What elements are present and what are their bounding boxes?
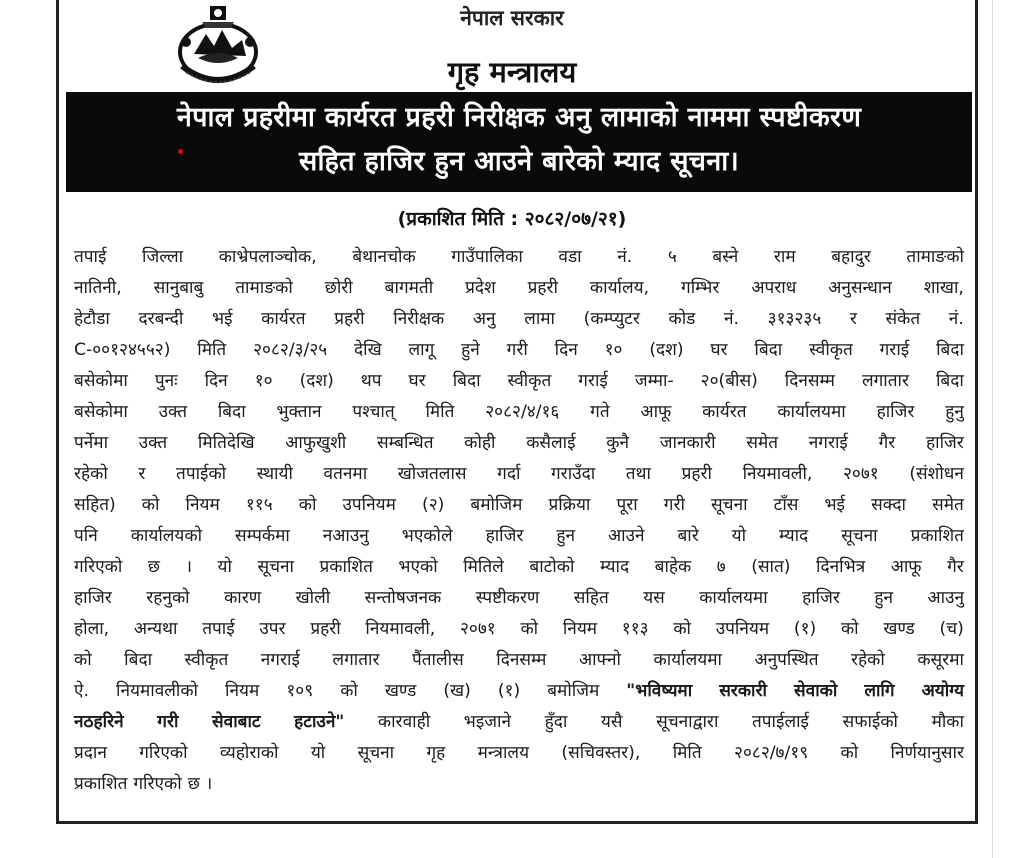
body-line: को बिदा स्वीकृत नगराई लगातार पैंतालीस दिनसम्म आफ्नो कार्यालयमा अनुपस्थित रहेको कसूरमा [74, 650, 964, 670]
body-line: पर्नेमा उक्त मितिदेखि आफुखुशी सम्बन्धित कोही कसैलाई कुनै जानकारी समेत नगराई गैर हाजिर [74, 433, 964, 453]
body-line: बसेकोमा पुनः दिन १० (दश) थप घर बिदा स्वीकृत गराई जम्मा- २०(बीस) दिनसम्म लगातार बिदा [74, 371, 964, 391]
body-line: नठहरिने गरी सेवाबाट हटाउने" कारवाही भइजाने हुँदा यसै सूचनाद्वारा तपाईलाई सफाईको मौका [74, 712, 964, 732]
body-line: गरिएको छ । यो सूचना प्रकाशित भएको मितिले बाटोको म्याद बाहेक ७ (सात) दिनभित्र आफू गैर [74, 557, 964, 577]
notice-title-line-1: नेपाल प्रहरीमा कार्यरत प्रहरी निरीक्षक अनु लामाको नाममा स्पष्टीकरण [176, 102, 862, 133]
ministry-heading: गृह मन्त्रालय [447, 55, 577, 89]
body-line: बसेकोमा उक्त बिदा भुक्तान पश्चात् मिति २०८२/४/१६ गते आफू कार्यरत कार्यालयमा हाजिर हुनु [74, 402, 964, 422]
body-line: C-००१२४५५२) मिति २०८२/३/२५ देखि लागू हुने गरी दिन १० (दश) घर बिदा स्वीकृत गराई बिदा [74, 340, 964, 360]
notice-title-line-2: सहित हाजिर हुन आउने बारेको म्याद सूचना। [298, 146, 740, 177]
notice-title-band [66, 92, 972, 192]
body-line: पनि कार्यालयको सम्पर्कमा नआउनु भएकोले हाजिर हुन आउने बारे यो म्याद सूचना प्रकाशित [74, 526, 964, 546]
body-line: तपाई जिल्ला काभ्रेपलाञ्चोक, बेथानचोक गाउँपालिका वडा नं. ५ बस्ने राम बहादुर तामाङको [74, 247, 964, 267]
body-line: हेटौडा दरबन्दी भई कार्यरत प्रहरी निरीक्षक अनु लामा (कम्प्युटर कोड नं. ३१३२३५ र संकेत नं. [74, 309, 964, 329]
notice-body [74, 242, 964, 800]
body-line: होला, अन्यथा तपाई उपर प्रहरी नियमावली, २०७१ को नियम ११३ को उपनियम (१) को खण्ड (च) [74, 619, 964, 639]
body-line: नातिनी, सानुबाबु तामाङको छोरी बागमती प्रदेश प्रहरी कार्यालय, गम्भिर अपराध अनुसन्धान शाखा, [74, 278, 964, 298]
body-line: रहेको र तपाईको स्थायी वतनमा खोजतलास गर्दा गराउँदा तथा प्रहरी नियमावली, २०७१ (संशोधन [74, 464, 964, 484]
body-line: प्रदान गरिएको व्यहोराको यो सूचना गृह मन्त्रालय (सचिवस्तर), मिति २०८२/७/१९ को निर्णयानुसार [74, 743, 964, 763]
published-date: (प्रकाशित मिति : २०८२/०७/२१) [397, 208, 627, 230]
body-line: ऐ. नियमावलीको नियम १०९ को खण्ड (ख) (१) बमोजिम "भविष्यमा सरकारी सेवाको लागि अयोग्य [74, 681, 964, 701]
body-line: हाजिर रहनुको कारण खोली सन्तोषजनक स्पष्टीकरण सहित यस कार्यालयमा हाजिर हुन आउनु [74, 588, 964, 608]
body-line: प्रकाशित गरिएको छ । [74, 774, 213, 794]
red-dot-mark [178, 149, 183, 154]
body-line: सहित) को नियम ११५ को उपनियम (२) बमोजिम प्रक्रिया पूरा गरी सूचना टाँस भई सक्दा समेत [74, 495, 964, 515]
government-heading: नेपाल सरकार [460, 6, 564, 30]
page-edge-divider [992, 0, 993, 858]
